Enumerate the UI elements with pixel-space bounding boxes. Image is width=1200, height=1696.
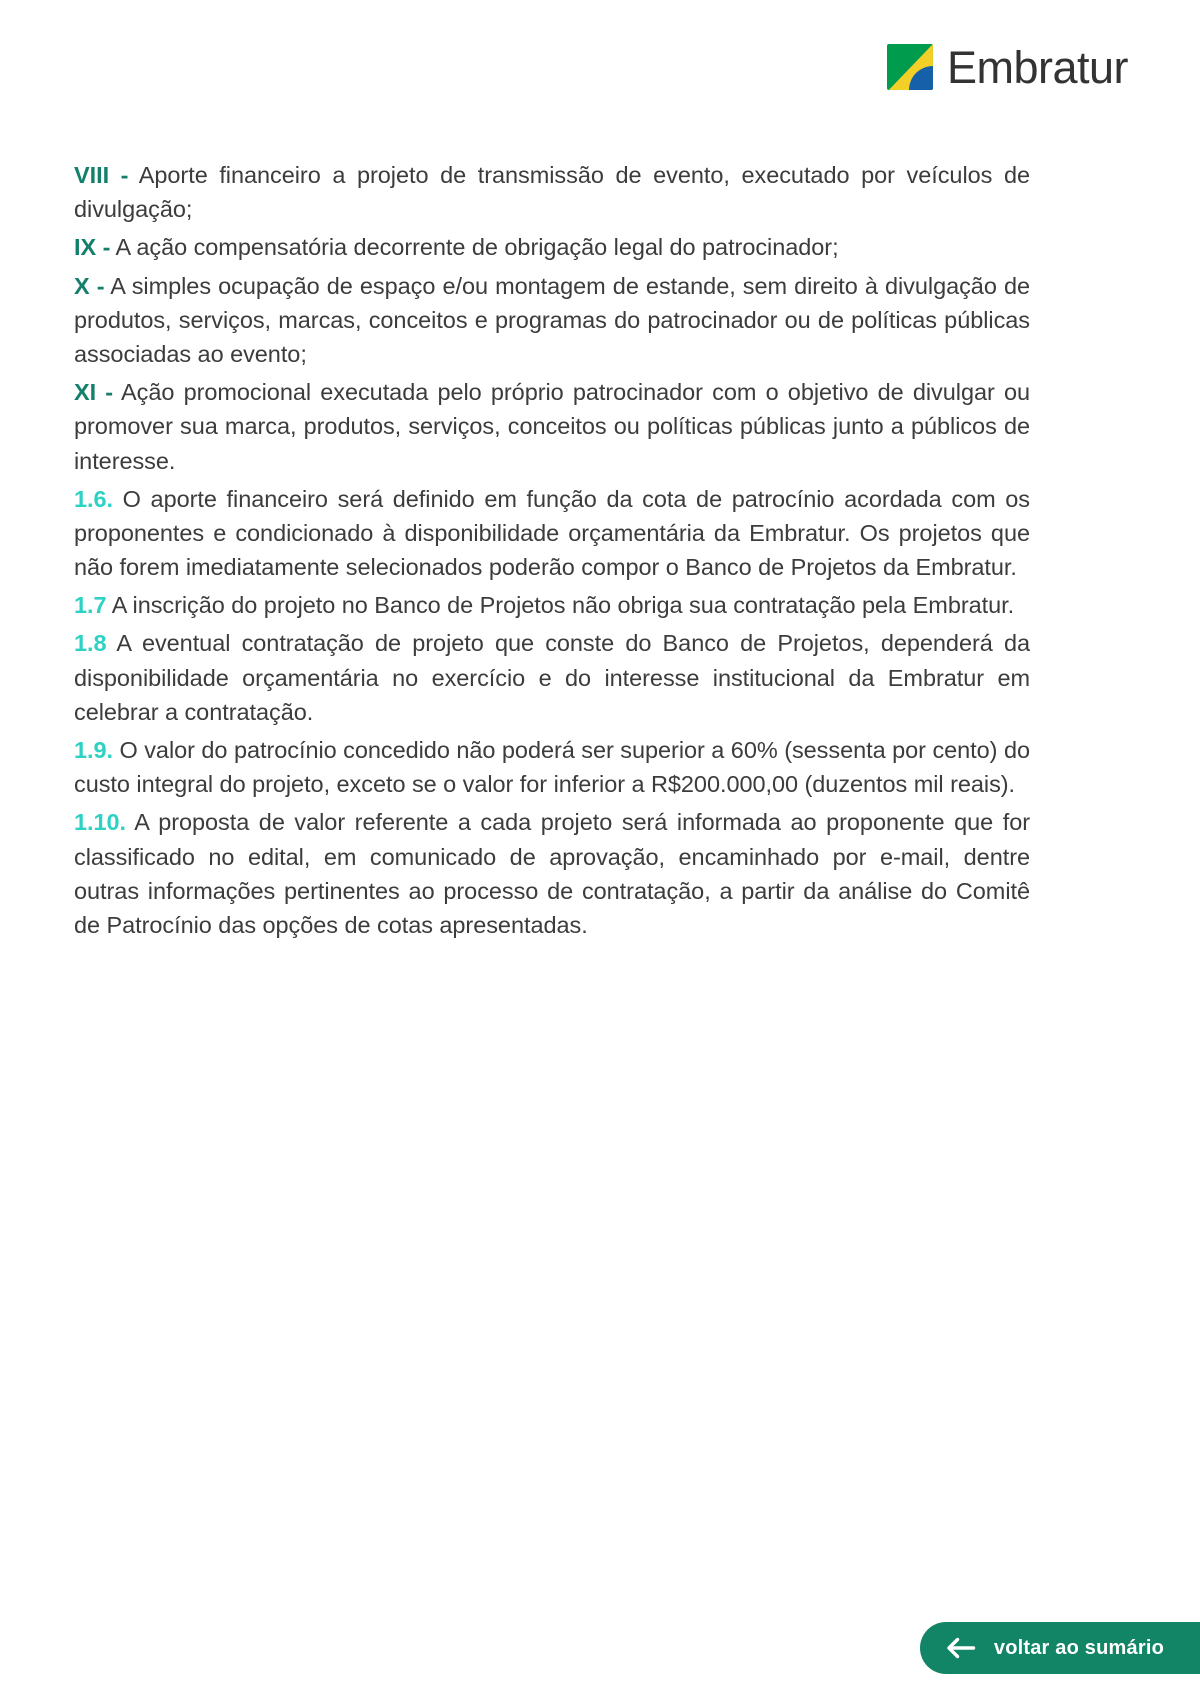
clause-text: O valor do patrocínio concedido não poderá ser superior a 60% (sessenta por cento) do custo integral do projeto, exceto se o valor for inferior a R$200.000,00 (duzentos mil reais). <box>74 737 1030 798</box>
embratur-logo-icon <box>887 44 933 90</box>
logo-frame <box>887 44 933 90</box>
clause-item-1-6 <box>74 482 1030 585</box>
clause-text: A inscrição do projeto no Banco de Projetos não obriga sua contratação pela Embratur. <box>106 592 1015 619</box>
clause-text: O aporte financeiro será definido em função da cota de patrocínio acordada com os proponentes e condicionado à disponibilidade orçamentária da Embratur. Os projetos que não forem imediatamente selecionados poderão compor o Banco de Projetos da Embratur. <box>74 485 1030 581</box>
clause-item-viii <box>74 158 1030 226</box>
clause-text: Aporte financeiro a projeto de transmissão de evento, executado por veículos de divulgação; <box>74 162 1030 223</box>
clause-item-ix <box>74 230 1030 264</box>
clause-marker: X - <box>74 272 105 299</box>
clause-item-x <box>74 269 1030 372</box>
back-to-summary-button[interactable] <box>920 1622 1200 1674</box>
clause-text: A eventual contratação de projeto que conste do Banco de Projetos, dependerá da disponibilidade orçamentária no exercício e do interesse institucional da Embratur em celebrar a contratação. <box>74 630 1030 725</box>
document-body <box>74 158 1030 942</box>
arrow-left-icon <box>946 1637 976 1659</box>
clause-marker: 1.8 <box>74 630 107 657</box>
document-header <box>887 41 1128 93</box>
clause-item-1-8 <box>74 626 1030 729</box>
clause-marker: 1.7 <box>74 592 107 619</box>
clause-text: A ação compensatória decorrente de obrigação legal do patrocinador; <box>110 234 839 261</box>
clause-marker: 1.6. <box>74 485 113 512</box>
clause-text: Ação promocional executada pelo próprio patrocinador com o objetivo de divulgar ou promover sua marca, produtos, serviços, conceitos ou políticas públicas junto a públicos de interesse. <box>74 379 1031 474</box>
clause-marker: 1.9. <box>74 737 113 763</box>
clause-marker: VIII - <box>74 162 129 188</box>
back-to-summary-label: voltar ao sumário <box>993 1636 1164 1659</box>
clause-item-1-9 <box>74 733 1030 801</box>
clause-marker: IX - <box>74 234 111 261</box>
clause-item-xi <box>74 375 1030 478</box>
clause-text: A proposta de valor referente a cada projeto será informada ao proponente que for classificado no edital, em comunicado de aprovação, encaminhado por e-mail, dentre outras informações pertinentes ao processo de contratação, a partir da análise do Comitê de Patrocínio das opções de cotas apresentadas. <box>74 809 1030 938</box>
brand-wordmark: Embratur <box>946 41 1128 93</box>
clause-marker: XI - <box>74 379 114 406</box>
clause-text: A simples ocupação de espaço e/ou montagem de estande, sem direito à divulgação de produtos, serviços, marcas, conceitos e programas do patrocinador ou de políticas públicas associadas ao evento; <box>74 272 1030 367</box>
clause-marker: 1.10. <box>74 809 127 836</box>
clause-item-1-10 <box>74 805 1030 942</box>
clause-item-1-7 <box>74 588 1030 622</box>
